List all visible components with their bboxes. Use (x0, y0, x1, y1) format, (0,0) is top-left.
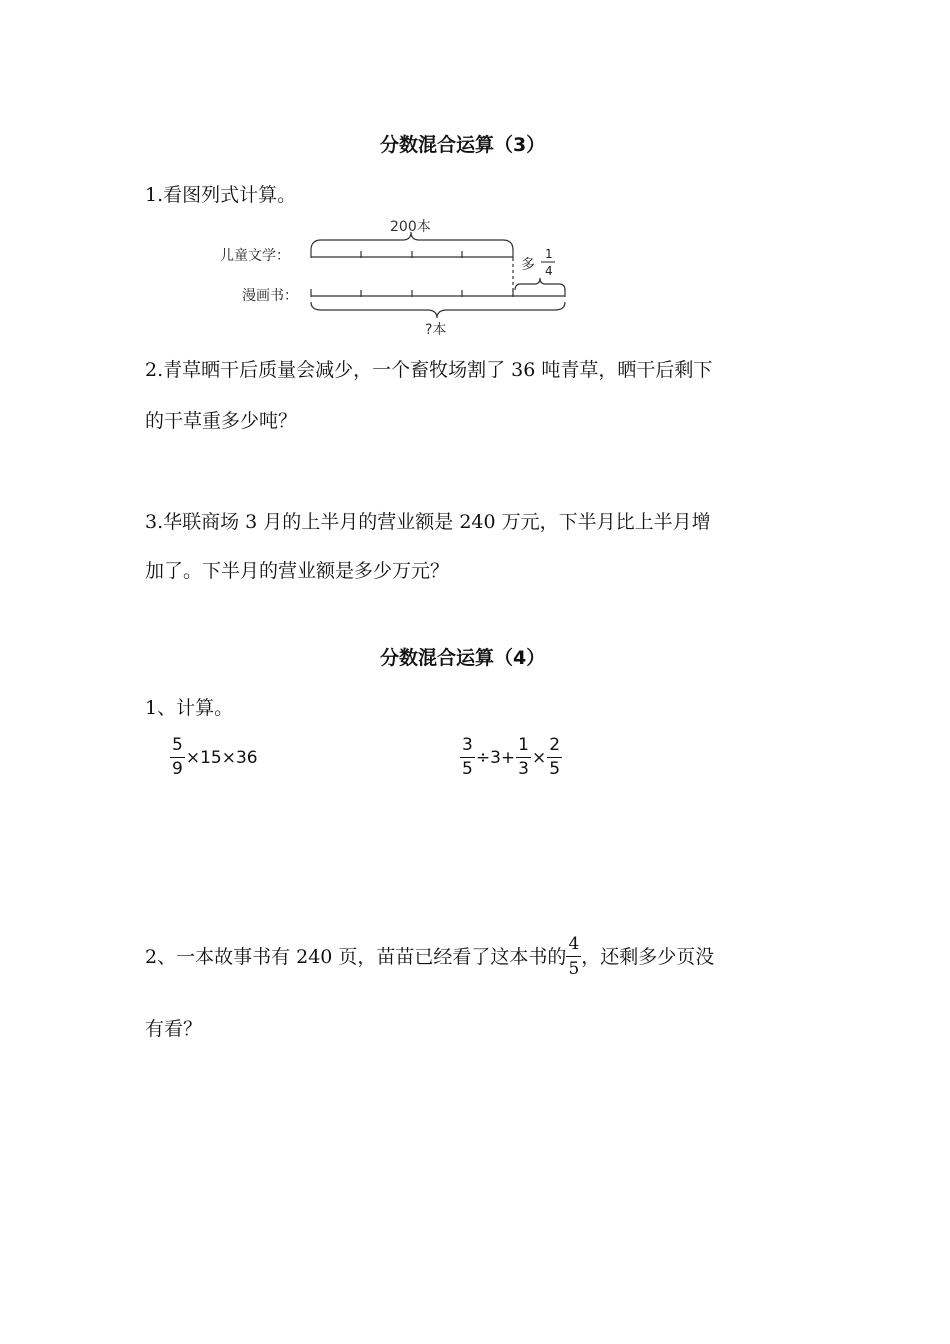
q4-2-frac-num: 4 (566, 936, 581, 957)
top-label: 200本 (390, 219, 431, 235)
question-4-2-line1 (145, 934, 715, 979)
expr2-b-den: 3 (518, 759, 529, 779)
q4-2-text: 2、一本故事书有 240 页，苗苗已经看了这本书的 (145, 946, 567, 968)
question-4-2-line2: 有看？ (145, 1018, 203, 1040)
row1-label: 儿童文学： (220, 248, 290, 264)
expr2-c-num: 2 (547, 737, 562, 758)
expr1-den: 9 (172, 759, 183, 779)
bottom-label: ?本 (425, 322, 447, 338)
expr2-fraction-c (547, 737, 562, 778)
question-2-line2: 的干草重多少吨？ (145, 410, 298, 432)
calc-heading: 1、计算。 (145, 697, 234, 719)
bottom-brace (311, 302, 565, 318)
more-label: 多 (521, 257, 535, 273)
q4-2-frac-den: 5 (568, 959, 580, 979)
expr1-fraction (170, 737, 185, 778)
expr2-op2: × (531, 747, 547, 768)
question-1-text: 1.看图列式计算。 (145, 184, 297, 206)
expression-1 (170, 737, 259, 778)
q4-2-tail: ，还剩多少页没 (581, 946, 715, 968)
expr2-a-num: 3 (460, 737, 475, 758)
question-2-line1: 2.青草晒干后质量会减少，一个畜牧场割了 36 吨青草，晒干后剩下 (145, 359, 713, 381)
expr2-fraction-b (516, 737, 531, 778)
section4-title: 分数混合运算（4） (380, 647, 546, 669)
expr1-rest: ×15×36 (185, 747, 258, 768)
question-3-line2: 加了。下半月的营业额是多少万元？ (145, 560, 450, 582)
row2-label: 漫画书： (242, 288, 298, 304)
question-3-line1: 3.华联商场 3 月的上半月的营业额是 240 万元，下半月比上半月增 (145, 511, 711, 533)
q4-2-fraction (566, 936, 581, 978)
expr2-a-den: 5 (462, 759, 473, 779)
expr2-b-num: 1 (516, 737, 531, 758)
expr2-op1: ÷3+ (475, 747, 516, 768)
expr1-num: 5 (170, 737, 185, 758)
expr2-c-den: 5 (549, 759, 561, 779)
more-frac-den: 4 (545, 264, 553, 278)
more-frac-num: 1 (545, 247, 553, 261)
expression-2 (460, 737, 562, 778)
section3-title: 分数混合运算（3） (380, 134, 546, 156)
bar-diagram (215, 212, 585, 340)
expr2-fraction-a (460, 737, 475, 778)
extension-brace (515, 278, 565, 290)
